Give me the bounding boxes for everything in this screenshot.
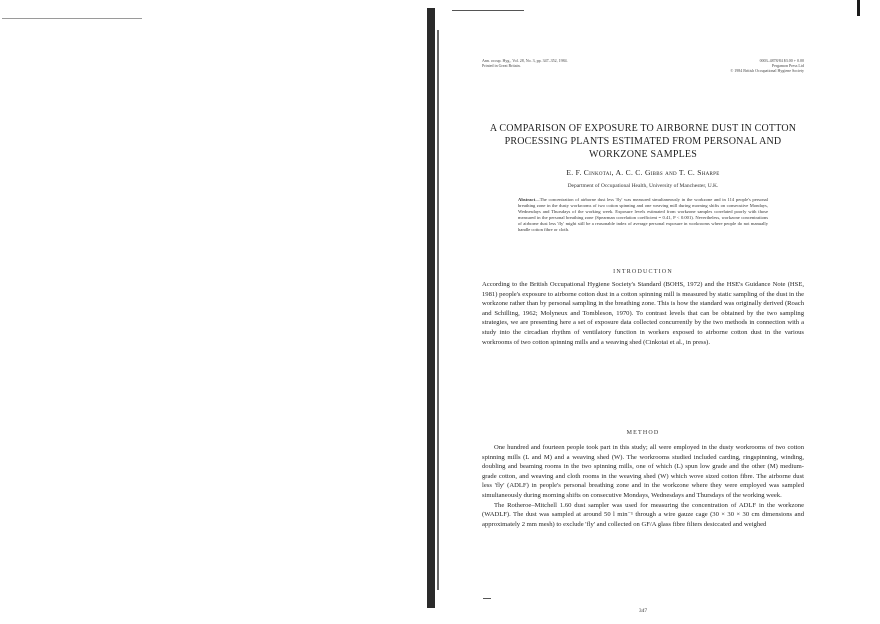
method-text <box>482 443 804 567</box>
scan-artifact-binding-edge-thin <box>437 30 439 590</box>
scan-artifact-top-line <box>452 10 524 11</box>
paper-title: A COMPARISON OF EXPOSURE TO AIRBORNE DUST IN COTTON PROCESSING PLANTS ESTIMATED FROM PERSONAL AND WORKZONE SAMPLES <box>489 123 797 160</box>
citation-line: Ann. occup. Hyg., Vol. 28, No. 3, pp. 347–352, 1984. <box>482 58 568 63</box>
citation-line: Printed in Great Britain. <box>482 63 521 68</box>
introduction-heading: INTRODUCTION <box>613 269 673 275</box>
scan-artifact-left-dashes <box>2 18 142 19</box>
abstract-text: —The concentration of airborne dust less 'fly' was measured simultaneously in the workzone and in 114 people's personal breathing zone in the dusty workrooms of two cotton spinning and one weaving mill during morning shifts on consecutive Mondays, Wednesdays and Thursdays of the working week. Exposure levels estimated from workzone samples correlated poorly with those measured in the personal breathing zone (Spearman correlation coefficient = 0.41, P < 0.001). Nevertheless, workzone concentrations of airborne dust less 'fly' might still be a reasonable index of average personal exposure in workrooms where people do not manually handle cotton fibre or cloth. <box>518 197 768 232</box>
method-paragraph: One hundred and fourteen people took part in this study; all were employed in the dusty workrooms of two cotton spinning mills (L and M) and a weaving shed (W). The workrooms studied included carding, ringspinning, winding, doubling and beaming rooms in the two spinning mills, one of which (L) spun low grade and the other (M) medium-grade cotton, and weaving and cloth rooms in the weaving shed (W) which wove sized cotton fibre. The airborne dust less 'fly' (ADLF) in people's personal breathing zone and in the workzone where they were employed was sampled simultaneously during morning shifts on consecutive Mondays, Wednesdays and Thursdays of the working week. <box>482 444 804 499</box>
publisher-line: © 1984 British Occupational Hygiene Society <box>730 68 804 73</box>
abstract-label: Abstract <box>518 197 536 202</box>
page-number: 347 <box>638 608 648 614</box>
introduction-text: According to the British Occupational Hygiene Society's Standard (BOHS, 1972) and the HSE's Guidance Note (HSE, 1981) people's exposure to airborne cotton dust in a cotton spinning mill is measured by static sampling of the dust in the workzone rather than by personal sampling in the breathing zone. This is how the standard was originally derived (Roach and Schilling, 1962; Molyneux and Tombleson, 1970). To contrast levels that can be obtained by the two sampling strategies, we are presenting here a set of exposure data collected concurrently by the two methods in connection with a study into the circadian rhythm of ventilatory function in workers exposed to airborne cotton dust in the various workrooms of two cotton spinning mills and a weaving shed (Cinkotai et al., in press). <box>482 281 804 346</box>
scan-artifact-bottom-tick <box>483 598 491 599</box>
publisher-line: Pergamon Press Ltd <box>771 63 804 68</box>
publisher-line: 0003–4878/84 $3.00 + 0.00 <box>759 58 804 63</box>
publisher-info <box>654 58 804 73</box>
scan-artifact-binding-edge <box>427 8 435 608</box>
method-heading: METHOD <box>626 430 660 436</box>
journal-page <box>482 58 804 614</box>
method-paragraph: The Rotheroe–Mitchell 1.60 dust sampler was used for measuring the concentration of ADLF in the workzone (WADLF). The dust was sampled at around 50 l min⁻¹ through a wire gauze cage (30 × 30 × 30 cm dimensions and approximately 2 mm mesh) to exclude 'fly' and collected on GF/A glass fibre filters desiccated and weighed <box>482 501 804 528</box>
author-affiliation: Department of Occupational Health, University of Manchester, U.K. <box>567 183 719 189</box>
paper-authors: E. F. Cinkotai, A. C. C. Gibbs and T. C. Sharpe <box>566 168 720 177</box>
journal-citation <box>482 58 632 68</box>
abstract <box>518 197 768 232</box>
scan-artifact-right-mark <box>857 0 860 16</box>
